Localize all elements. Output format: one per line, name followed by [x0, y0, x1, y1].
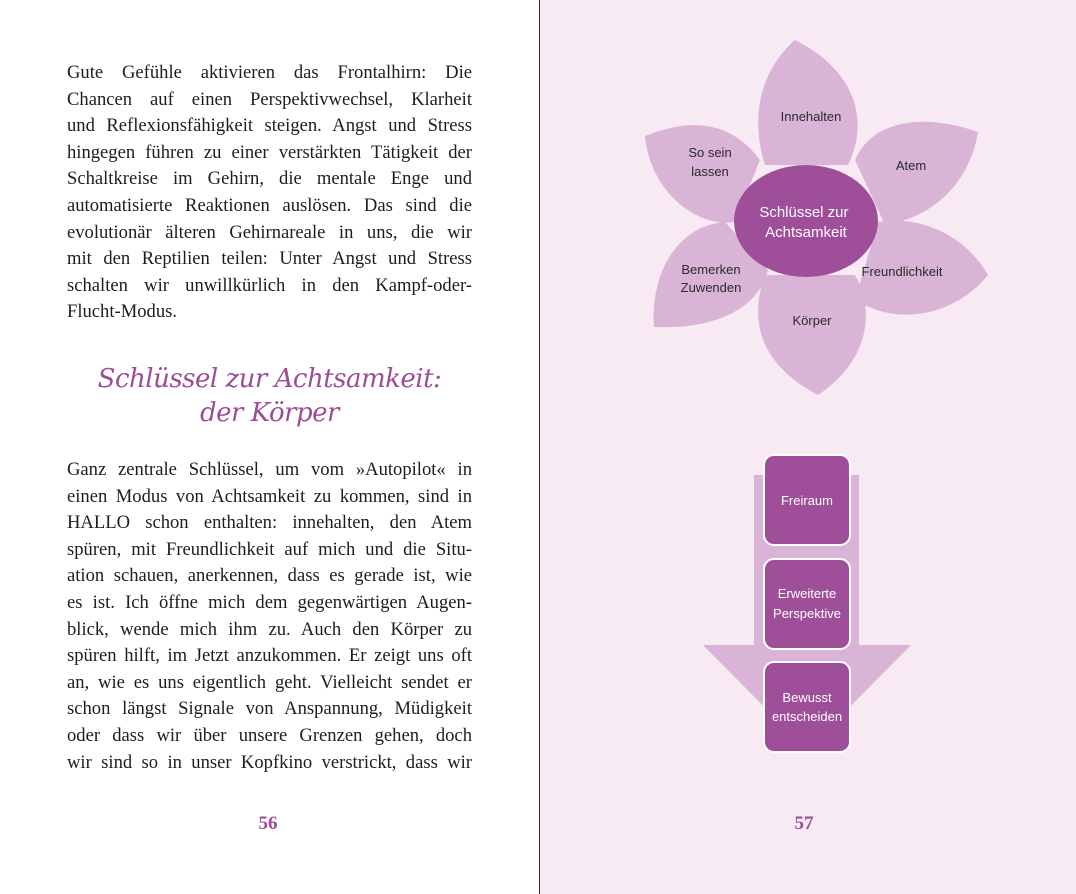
step-box-perspektive	[764, 559, 850, 649]
step-label-perspektive-2: Perspektive	[773, 606, 841, 621]
step-label-entscheiden-2: entscheiden	[771, 709, 843, 724]
text-line: blick, wende mich ihm zu. Auch den Körper zu	[67, 618, 472, 640]
text-line: HALLO schon enthalten: innehalten, den Atem	[67, 512, 472, 534]
heading-line-2: der Körper	[200, 398, 339, 428]
flower-center	[734, 165, 878, 277]
step-label-freiraum: Freiraum	[780, 493, 834, 508]
step-label-perspektive-1: Erweiterte	[777, 586, 837, 601]
petal-label-so-sein-2: lassen	[691, 164, 729, 179]
text-line: Schaltkreise im Gehirn, die mentale Enge und	[67, 168, 472, 190]
center-text-line-2: Achtsamkeit	[765, 224, 847, 241]
petal-label-innehalten: Innehalten	[780, 109, 842, 124]
step-box-entscheiden	[764, 662, 850, 752]
text-line: evolutionär älteren Gehirnareale in uns, die wir	[67, 221, 472, 243]
text-line: einen Modus von Achtsamkeit zu kommen, sind in	[67, 485, 472, 507]
text-line: Ganz zentrale Schlüssel, um vom »Autopilot« in	[67, 459, 472, 480]
arrow-diagram	[540, 440, 1076, 770]
flower-diagram	[540, 0, 1076, 420]
heading-line-1: Schlüssel zur Achtsamkeit:	[97, 364, 442, 394]
text-line: und Reflexionsfähigkeit steigen. Angst und Stress	[67, 115, 472, 137]
text-line: schalten wir unwillkürlich in den Kampf-oder-	[67, 274, 472, 296]
paragraph-1	[67, 60, 472, 326]
paragraph-2	[67, 457, 472, 776]
petal-innehalten	[758, 40, 857, 165]
right-page	[540, 0, 1076, 894]
text-line: schon längst Signale von Anspannung, Müdigkeit	[67, 698, 472, 720]
text-line: oder dass wir über unsere Grenzen gehen, doch	[67, 724, 472, 746]
step-label-entscheiden-1: Bewusst	[782, 690, 832, 705]
text-line: spüren, mit Freundlichkeit auf mich und die Situ-	[67, 538, 472, 560]
page-number-left: 56	[258, 813, 278, 834]
text-line: spüren hilft, im Jetzt anzukommen. Er zeigt uns oft	[67, 645, 472, 667]
petal-label-bemerken-2: Zuwenden	[680, 280, 742, 295]
text-line: an, wie es uns eigentlich geht. Vielleicht sendet er	[67, 671, 472, 693]
section-heading	[67, 362, 472, 430]
petal-label-atem: Atem	[895, 158, 927, 173]
petal-label-koerper: Körper	[792, 313, 832, 328]
text-line: automatisierte Reaktionen auslösen. Das sind die	[67, 194, 472, 216]
petal-label-freundlichkeit: Freundlichkeit	[861, 264, 943, 279]
petal-label-so-sein-1: So sein	[688, 145, 732, 160]
page-number-right: 57	[794, 813, 814, 834]
text-line: Flucht-Modus.	[67, 301, 178, 323]
text-line: ation schauen, anerkennen, dass es gerade ist, wie	[67, 565, 472, 587]
petal-koerper	[758, 275, 866, 395]
text-line: Chancen auf einen Perspektivwechsel, Klarheit	[67, 88, 472, 110]
text-line: es ist. Ich öffne mich dem gegenwärtigen Augen-	[67, 591, 472, 613]
text-line: mit den Reptilien teilen: Unter Angst und Stress	[67, 248, 472, 270]
center-text-line-1: Schlüssel zur	[759, 204, 849, 221]
text-line: wir sind so in unser Kopfkino verstrickt, dass wir	[67, 751, 472, 773]
text-line: Gute Gefühle aktivieren das Frontalhirn: Die	[67, 62, 472, 83]
text-line: hingegen führen zu einer verstärkten Tätigkeit der	[67, 141, 472, 163]
petal-label-bemerken-1: Bemerken	[681, 262, 741, 277]
